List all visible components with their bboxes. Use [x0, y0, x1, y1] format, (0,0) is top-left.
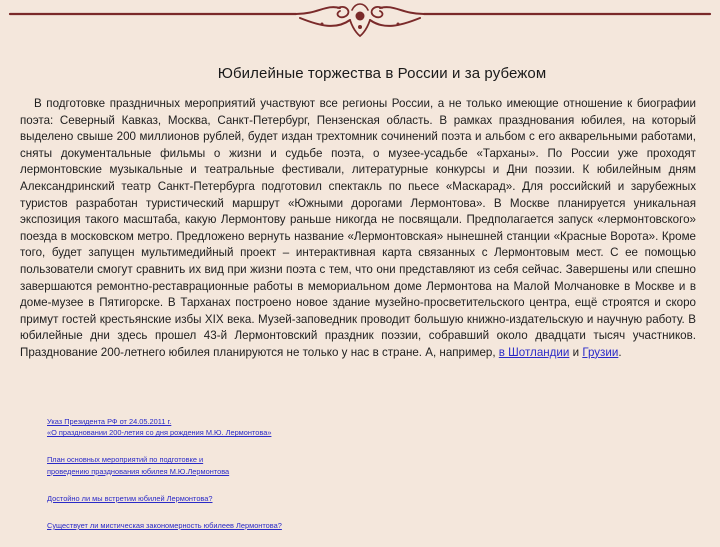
link-mystical-pattern[interactable]	[47, 520, 467, 531]
link-presidential-decree[interactable]	[47, 416, 467, 438]
paragraph-end: .	[618, 345, 622, 359]
link-line: Существует ли мистическая закономерность юбилеев Лермонтова?	[47, 521, 282, 531]
link-events-plan[interactable]	[47, 454, 467, 476]
link-line: План основных мероприятий по подготовке и	[47, 455, 204, 465]
georgia-link[interactable]: Грузии	[582, 345, 619, 359]
paragraph-text: В подготовке праздничных мероприятий участвуют все регионы России, а не только имеющие отношение к биографии поэта: Северный Кавказ, Москва, Санкт-Петербург, Пензенская область. В рамках празднования юбилея, на который выделено свыше 200 миллионов рублей, будет издан трехтомник сочинений поэта и альбом с его акварельными работами, сняты документальные фильмы о жизни и судьбе поэта, о музее-усадьбе «Тарханы». По России уже проходят лермонтовские музыкальные и театральные фестивали, литературные конкурсы и Дни поэзии. К юбилейным дням Александринский театр Санкт-Петербурга подготовил спектакль по пьесе «Маскарад». Для российский и зарубежных туристов разработан туристический маршрут «Южными дорогами Лермонтова». В Москве планируется уникальная экспозиция такого масштаба, какую Лермонтову раньше никогда не посвящали. Предполагается запуск «лермонтовского» поезда в московском метро. Предложено вернуть название «Лермонтовская» нынешней станции «Красные Ворота». Кроме того, будет запущен мультимедийный проект – интерактивная карта связанных с Лермонтовым мест. С ее помощью пользователи смогут сравнить их вид при жизни поэта с тем, что они представляют из себя сейчас. Завершены или спешно завершаются ремонтно-реставрационные работы в мемориальном доме Лермонтова на Малой Молчановке в Москве и в доме-музее в Пятигорске. В Тарханах построено новое здание музейно-просветительского центра, ещё строятся и скоро примут гостей крестьянские избы XIX века. Музей-заповедник проводит большую книжно-издательскую и научную работу. В юбилейные дни здесь прошел 43-й Лермонтовский праздник поэзии, собравший около двадцати тысяч участников. Празднование 200-летнего юбилея планируются не только у нас в стране. А, например,	[20, 97, 696, 359]
link-line: «О праздновании 200-летия со дня рождения М.Ю. Лермонтова»	[47, 428, 272, 438]
link-connector: и	[569, 345, 583, 359]
link-line: Достойно ли мы встретим юбилей Лермонтова?	[47, 493, 213, 503]
decorative-flourish-icon	[0, 0, 720, 46]
link-line: проведению празднования юбилея М.Ю.Лермонтова	[47, 466, 230, 476]
related-links-list	[47, 416, 467, 547]
page-title: Юбилейные торжества в России и за рубежом	[217, 65, 547, 82]
link-worthy-celebration[interactable]	[47, 493, 467, 504]
body-paragraph	[20, 96, 696, 362]
link-line: Указ Президента РФ от 24.05.2011 г.	[47, 417, 172, 426]
scotland-link[interactable]: в Шотландии	[498, 345, 570, 359]
